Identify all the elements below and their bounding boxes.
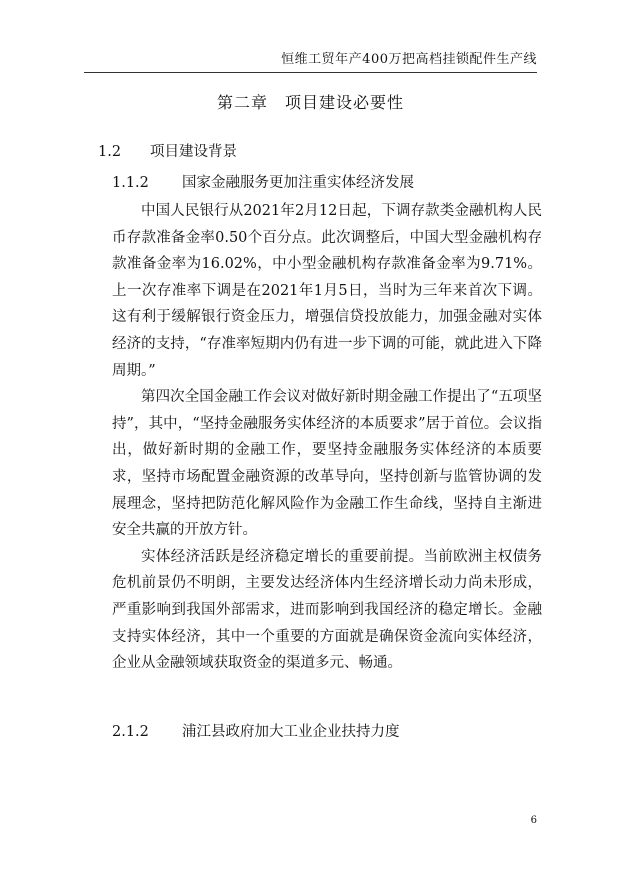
subsection-heading <box>112 171 414 192</box>
section-number: 1.2 <box>98 144 122 160</box>
paragraph: 第四次全国金融工作会议对做好新时期金融工作提出了“五项坚持”，其中，“坚持金融服务实体经济的本质要求”居于首位。会议指出，做好新时期的金融工作，要坚持金融服务实体经济的本质要求，坚持市场配置金融资源的改革导向，坚持创新与监管协调的发展理念，坚持把防范化解风险作为金融工作生命线，坚持自主渐进安全共赢的开放方针。 <box>112 389 542 539</box>
running-header: 恒维工贸年产400万把高档挂锁配件生产线 <box>281 52 537 67</box>
section-title: 项目建设背景 <box>150 144 237 160</box>
subsection-title: 浦江县政府加大工业企业扶持力度 <box>182 724 400 740</box>
paragraph: 中国人民银行从2021年2月12日起，下调存款类金融机构人民币存款准备金率0.50个百分点。此次调整后，中国大型金融机构存款准备金率为16.02%，中小型金融机构存款准备金率为9.71%。上一次存准率下调是在2021年1月5日，当时为三年来首次下调。这有利于缓解银行资金压力，增强信贷投放能力，加强金融对实体经济的支持，“存准率短期内仍有进一步下调的可能，就此进入下降周期。” <box>112 203 542 379</box>
subsection-number: 1.1.2 <box>112 175 149 191</box>
subsection-number: 2.1.2 <box>112 724 149 740</box>
subsection-title: 国家金融服务更加注重实体经济发展 <box>182 175 414 191</box>
body-text <box>112 198 542 677</box>
section-heading <box>98 140 237 161</box>
chapter-title: 第二章 项目建设必要性 <box>216 93 404 112</box>
subsection-heading <box>112 720 400 741</box>
page-number: 6 <box>530 815 537 826</box>
header-divider <box>84 72 537 73</box>
paragraph: 实体经济活跃是经济稳定增长的重要前提。当前欧洲主权债务危机前景仍不明朗，主要发达经济体内生经济增长动力尚未形成，严重影响到我国外部需求，进而影响到我国经济的稳定增长。金融支持实体经济，其中一个重要的方面就是确保资金流向实体经济，企业从金融领域获取资金的渠道多元、畅通。 <box>112 548 542 672</box>
